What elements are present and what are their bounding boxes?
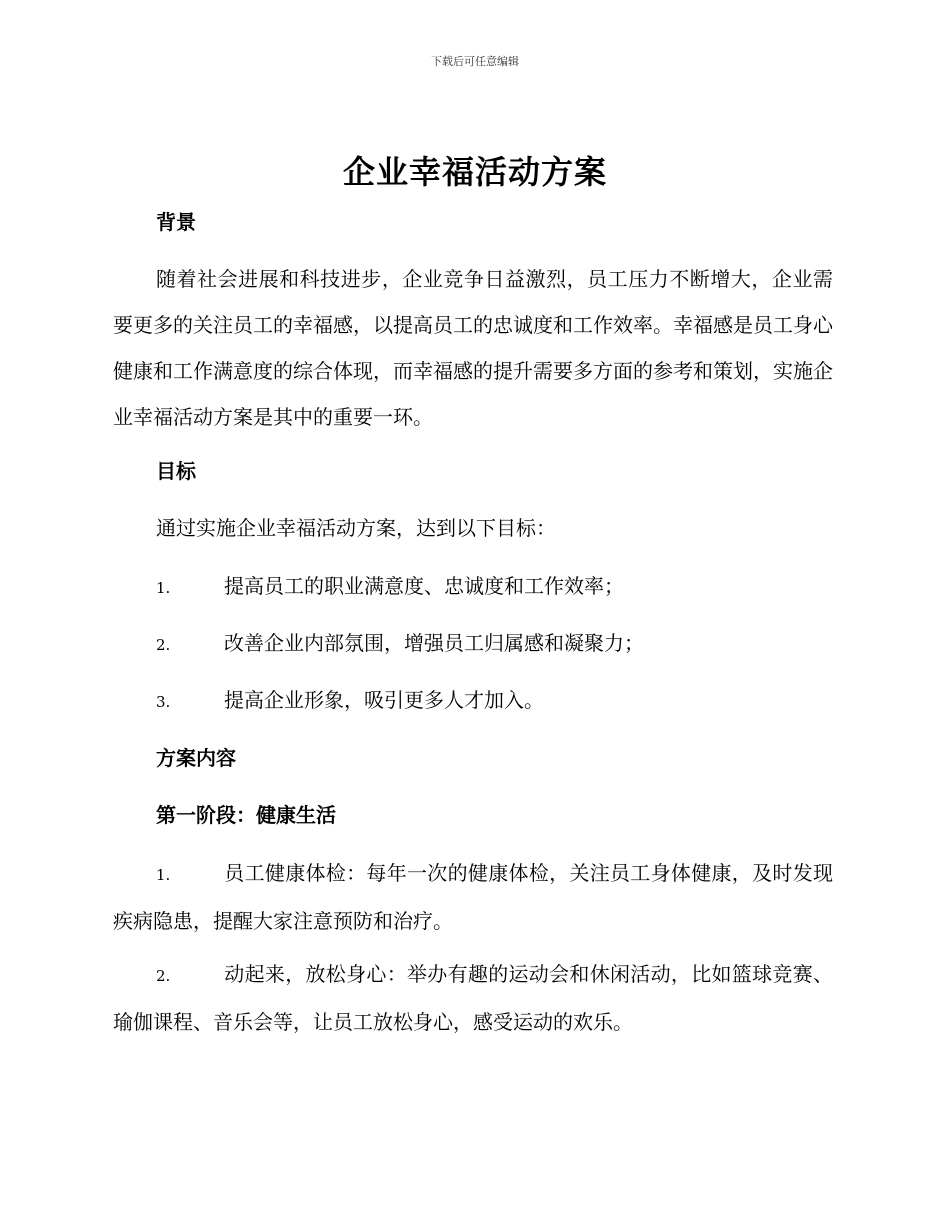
list-text: 员工健康体检：每年一次的健康体检，关注员工身体健康，及时发现疾病隐患，提醒大家注意预防和治疗。 (113, 861, 833, 933)
list-text: 提高企业形象，吸引更多人才加入。 (224, 688, 544, 712)
background-paragraph: 随着社会进展和科技进步，企业竞争日益激烈，员工压力不断增大，企业需要更多的关注员工的幸福感，以提高员工的忠诚度和工作效率。幸福感是员工身心健康和工作满意度的综合体现，而幸福感的提升需要多方面的参考和策划，实施企业幸福活动方案是其中的重要一环。 (113, 267, 833, 429)
document-title: 企业幸福活动方案 (342, 153, 607, 191)
list-number: 3. (156, 693, 171, 711)
list-text: 提高员工的职业满意度、忠诚度和工作效率； (224, 574, 624, 598)
section-heading-background: 背景 (156, 210, 196, 234)
goal-item-2 (156, 629, 644, 659)
goal-item-3 (156, 686, 544, 716)
list-number: 2. (156, 967, 171, 985)
goals-intro: 通过实施企业幸福活动方案，达到以下目标： (156, 516, 556, 540)
page-header-note: 下载后可任意编辑 (431, 55, 519, 68)
list-text: 动起来，放松身心：举办有趣的运动会和休闲活动，比如篮球竞赛、瑜伽课程、音乐会等，让员工放松身心，感受运动的欢乐。 (113, 962, 833, 1034)
phase1-item-1 (113, 850, 833, 944)
list-text: 改善企业内部氛围，增强员工归属感和凝聚力； (224, 631, 644, 655)
list-number: 1. (156, 579, 171, 597)
section-heading-goals: 目标 (156, 459, 196, 483)
list-number: 2. (156, 636, 171, 654)
phase-heading-1: 第一阶段：健康生活 (156, 803, 336, 827)
list-number: 1. (156, 866, 171, 884)
section-heading-plan: 方案内容 (156, 746, 236, 770)
phase1-item-2 (113, 951, 833, 1045)
goal-item-1 (156, 572, 624, 602)
